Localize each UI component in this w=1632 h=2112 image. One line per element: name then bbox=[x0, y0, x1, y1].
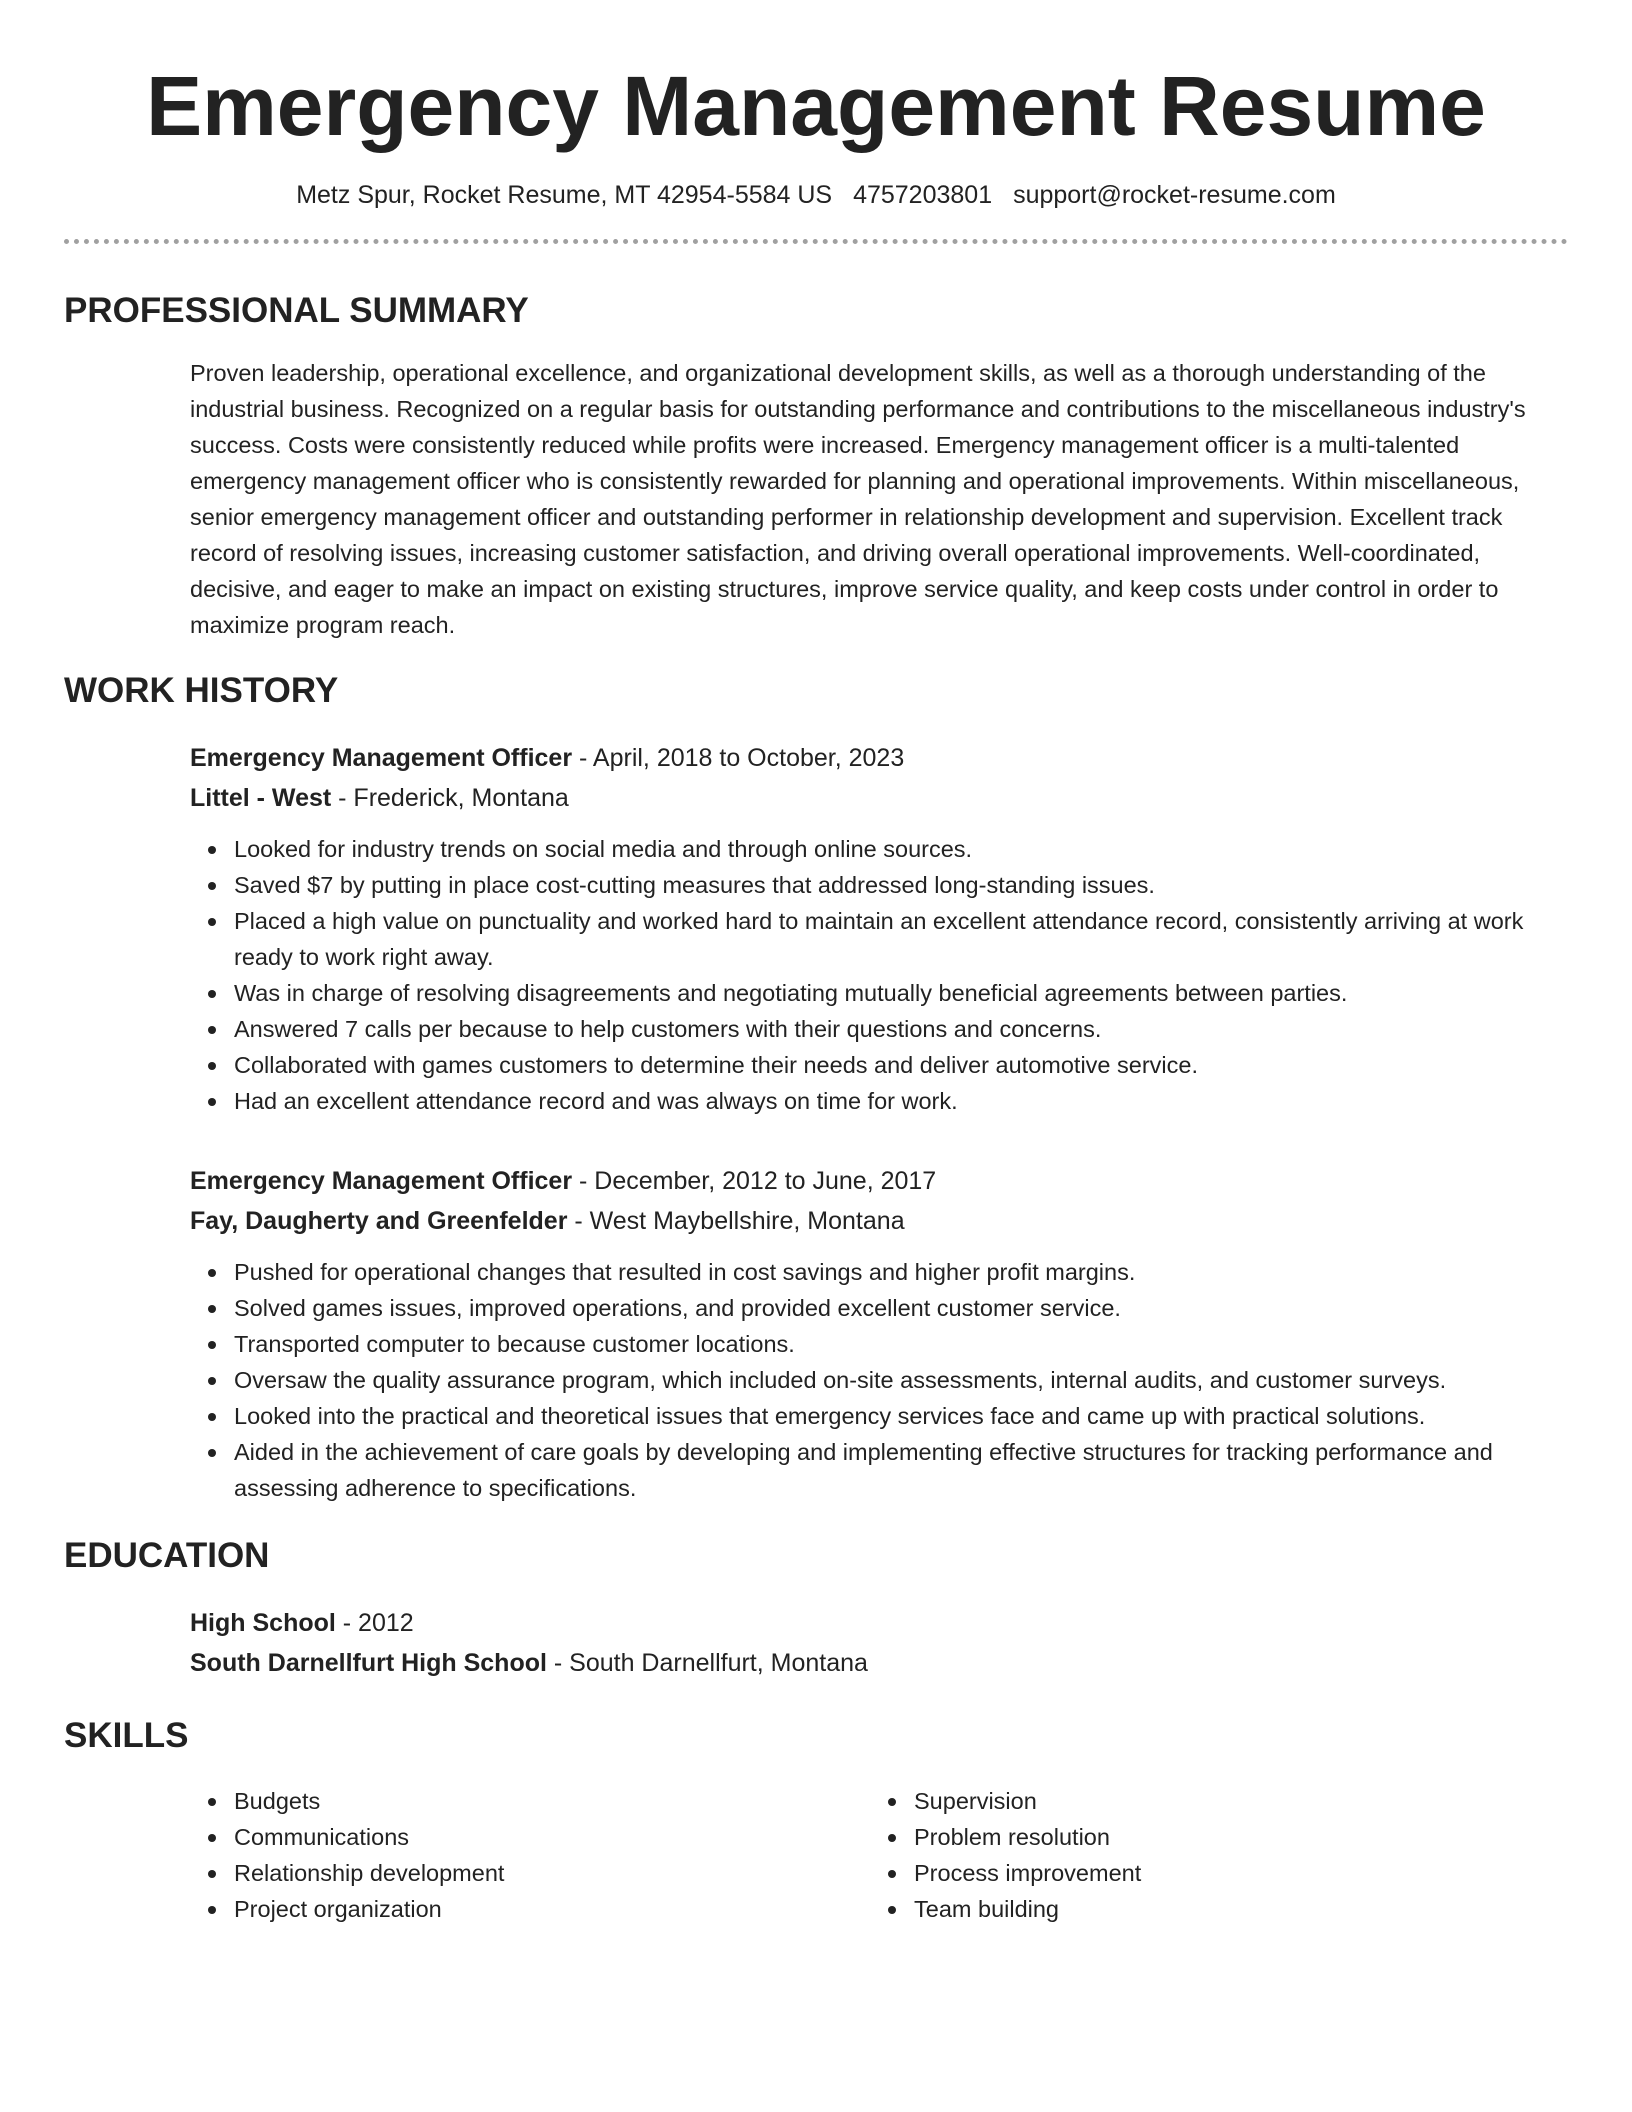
skills-bullets bbox=[190, 1783, 870, 1927]
education-degree-line bbox=[190, 1603, 1568, 1643]
list-item: Aided in the achievement of care goals by developing and implementing effective structures for tracking performance and assessing adherence to specifications. bbox=[234, 1434, 1568, 1506]
list-item: Collaborated with games customers to determine their needs and deliver automotive service. bbox=[234, 1047, 1568, 1083]
job-company-line bbox=[190, 1201, 1568, 1241]
education-degree: High School bbox=[190, 1609, 336, 1637]
contact-email: support@rocket-resume.com bbox=[1013, 181, 1336, 209]
list-item: Looked for industry trends on social media and through online sources. bbox=[234, 831, 1568, 867]
list-item: Relationship development bbox=[234, 1855, 870, 1891]
skills-heading: SKILLS bbox=[64, 1716, 189, 1755]
resume-title: Emergency Management Resume bbox=[146, 59, 1486, 153]
list-item: Team building bbox=[914, 1891, 1550, 1927]
job-location: - Frederick, Montana bbox=[331, 784, 569, 812]
summary-text: Proven leadership, operational excellence, and organizational development skills, as well as a thorough understanding of the industrial business. Recognized on a regular basis for outstanding performance and contributions to the miscellaneous industry's success. Costs were consistently reduced while profits were increased. Emergency management officer is a multi-talented emergency management officer who is consistently rewarded for planning and operational improvements. Within miscellaneous, senior emergency management officer and outstanding performer in relationship development and supervision. Excellent track record of resolving issues, increasing customer satisfaction, and driving overall operational improvements. Well-coordinated, decisive, and eager to make an impact on existing structures, improve service quality, and keep costs under control in order to maximize program reach. bbox=[190, 360, 1526, 638]
list-item: Process improvement bbox=[914, 1855, 1550, 1891]
education-school: South Darnellfurt High School bbox=[190, 1649, 547, 1677]
job-role: Emergency Management Officer bbox=[190, 1167, 573, 1195]
list-item: Transported computer to because customer locations. bbox=[234, 1326, 1568, 1362]
job-title-line bbox=[190, 738, 1568, 778]
list-item: Had an excellent attendance record and was always on time for work. bbox=[234, 1083, 1568, 1119]
list-item: Was in charge of resolving disagreements and negotiating mutually beneficial agreements between parties. bbox=[234, 975, 1568, 1011]
header-divider bbox=[64, 239, 1568, 244]
work-history-heading: WORK HISTORY bbox=[64, 671, 339, 710]
skills-column-left bbox=[190, 1783, 870, 1927]
job-bullets bbox=[190, 831, 1568, 1119]
list-item: Solved games issues, improved operations, and provided excellent customer service. bbox=[234, 1290, 1568, 1326]
education-entry bbox=[190, 1603, 1568, 1683]
list-item: Looked into the practical and theoretical issues that emergency services face and came up with practical solutions. bbox=[234, 1398, 1568, 1434]
job-company: Littel - West bbox=[190, 784, 332, 812]
job-entry bbox=[190, 1161, 1568, 1506]
list-item: Budgets bbox=[234, 1783, 870, 1819]
job-dates: - December, 2012 to June, 2017 bbox=[572, 1167, 937, 1195]
education-location: - South Darnellfurt, Montana bbox=[546, 1649, 868, 1677]
job-company: Fay, Daugherty and Greenfelder bbox=[190, 1207, 568, 1235]
job-company-line bbox=[190, 778, 1568, 818]
summary-heading: PROFESSIONAL SUMMARY bbox=[64, 291, 529, 330]
list-item: Communications bbox=[234, 1819, 870, 1855]
skills-bullets bbox=[870, 1783, 1550, 1927]
job-role: Emergency Management Officer bbox=[190, 744, 573, 772]
list-item: Placed a high value on punctuality and worked hard to maintain an excellent attendance record, consistently arriving at work ready to work right away. bbox=[234, 903, 1568, 975]
list-item: Pushed for operational changes that resulted in cost savings and higher profit margins. bbox=[234, 1254, 1568, 1290]
contact-phone: 4757203801 bbox=[853, 181, 993, 209]
education-year: - 2012 bbox=[335, 1609, 414, 1637]
list-item: Saved $7 by putting in place cost-cutting measures that addressed long-standing issues. bbox=[234, 867, 1568, 903]
job-entry bbox=[190, 738, 1568, 1119]
list-item: Project organization bbox=[234, 1891, 870, 1927]
list-item: Problem resolution bbox=[914, 1819, 1550, 1855]
job-location: - West Maybellshire, Montana bbox=[567, 1207, 905, 1235]
list-item: Supervision bbox=[914, 1783, 1550, 1819]
job-bullets bbox=[190, 1254, 1568, 1506]
education-heading: EDUCATION bbox=[64, 1536, 270, 1575]
education-school-line bbox=[190, 1643, 1568, 1683]
list-item: Oversaw the quality assurance program, which included on-site assessments, internal audits, and customer surveys. bbox=[234, 1362, 1568, 1398]
contact-address: Metz Spur, Rocket Resume, MT 42954-5584 US bbox=[296, 181, 833, 209]
skills-column-right bbox=[870, 1783, 1550, 1927]
job-dates: - April, 2018 to October, 2023 bbox=[572, 744, 905, 772]
contact-line bbox=[64, 180, 1568, 210]
list-item: Answered 7 calls per because to help customers with their questions and concerns. bbox=[234, 1011, 1568, 1047]
job-title-line bbox=[190, 1161, 1568, 1201]
skills-list bbox=[190, 1783, 1568, 1927]
